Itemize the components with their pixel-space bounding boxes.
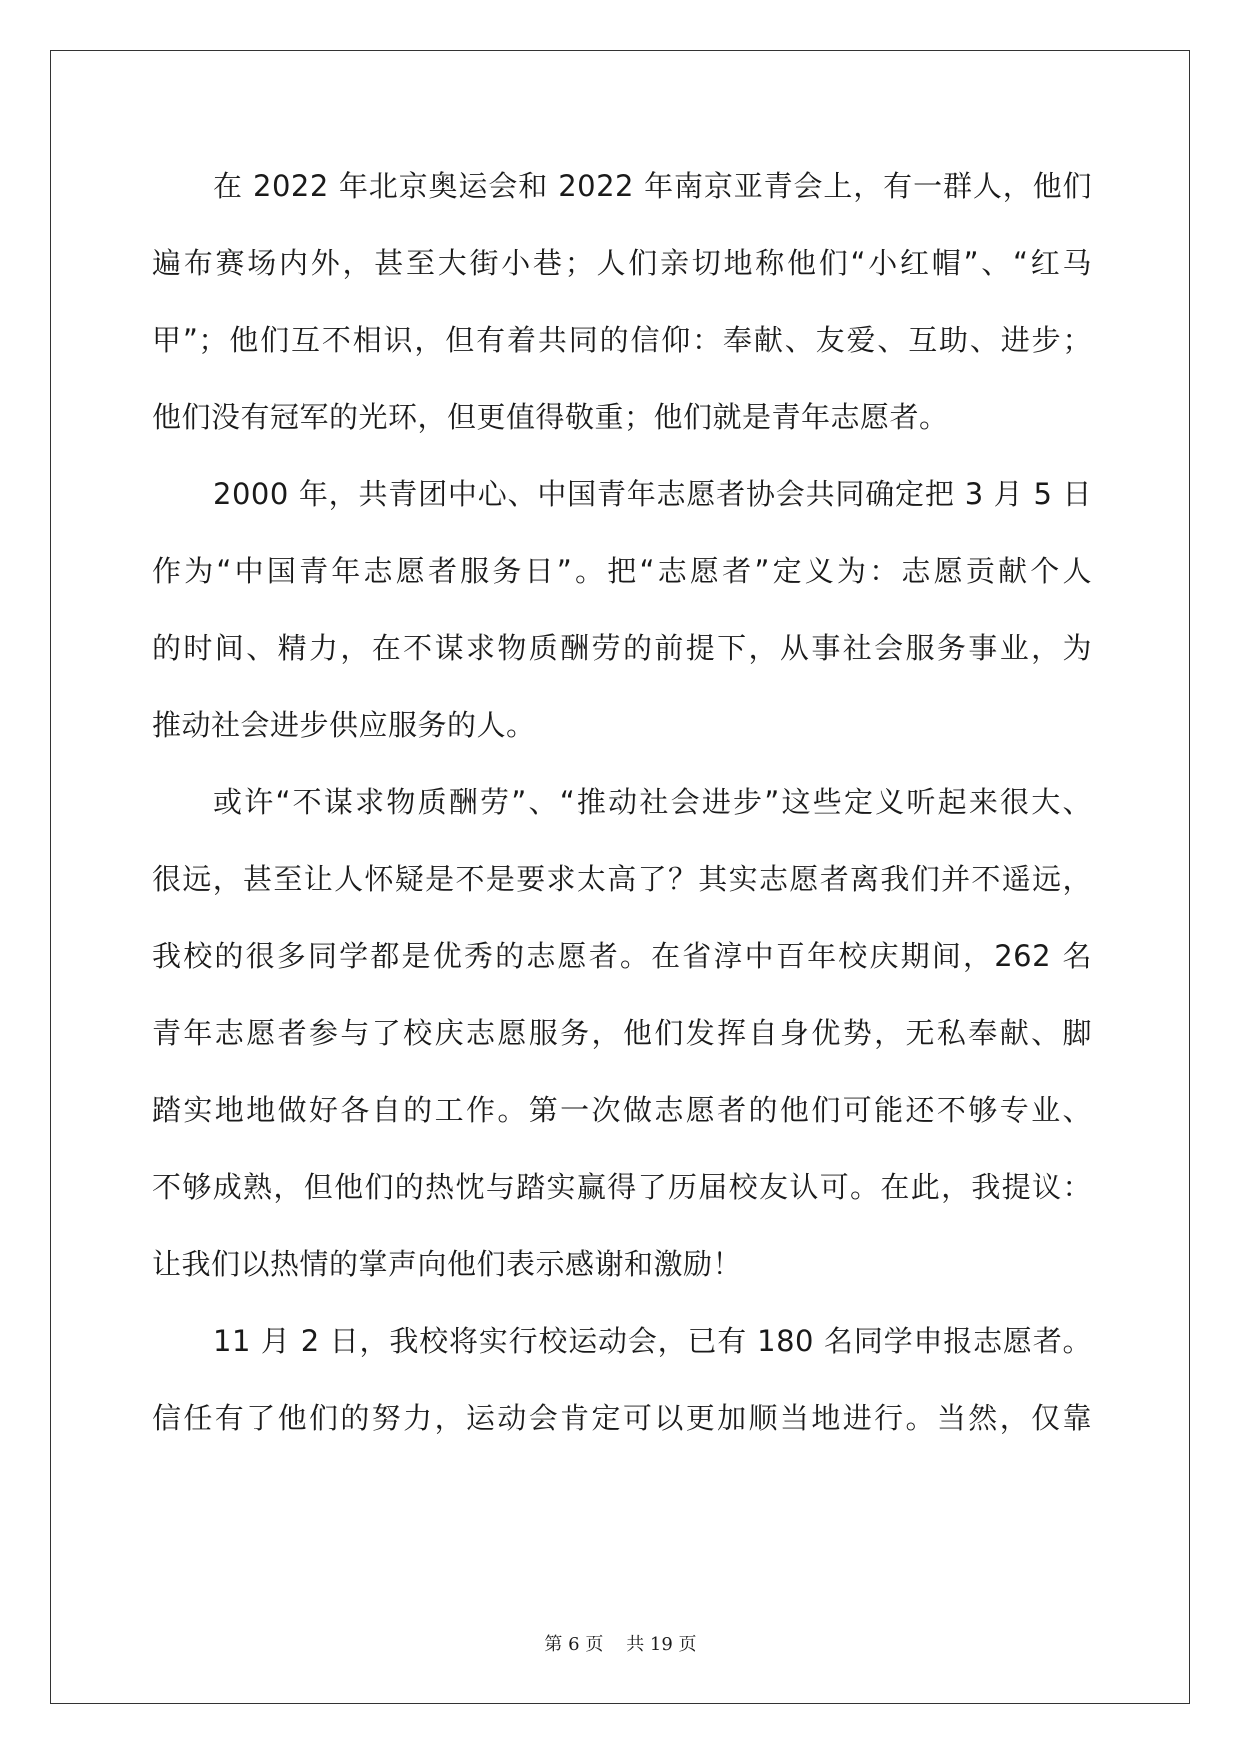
paragraph-3-line-7: 让我们以热情的掌声向他们表示感谢和激励！: [152, 1247, 743, 1281]
paragraph-1-line-2: 遍布赛场内外，甚至大街小巷；人们亲切地称他们“小红帽”、“红马: [152, 246, 1092, 280]
paragraph-2-line-4: 推动社会进步供应服务的人。: [152, 708, 536, 742]
paragraph-3-line-5: 踏实地地做好各自的工作。第一次做志愿者的他们可能还不够专业、: [152, 1093, 1092, 1127]
paragraph-2-line-2: 作为“中国青年志愿者服务日”。把“志愿者”定义为：志愿贡献个人: [152, 554, 1092, 588]
paragraph-1-line-1: 在 2022 年北京奥运会和 2022 年南京亚青会上，有一群人，他们: [213, 169, 1092, 203]
paragraph-4-line-2: 信任有了他们的努力，运动会肯定可以更加顺当地进行。当然，仅靠: [152, 1401, 1092, 1435]
paragraph-2-line-3: 的时间、精力，在不谋求物质酬劳的前提下，从事社会服务事业，为: [152, 631, 1092, 665]
paragraph-2-line-1: 2000 年，共青团中心、中国青年志愿者协会共同确定把 3 月 5 日: [213, 477, 1092, 511]
paragraph-4-line-1: 11 月 2 日，我校将实行校运动会，已有 180 名同学申报志愿者。: [213, 1324, 1092, 1358]
paragraph-1-line-3: 甲”；他们互不相识，但有着共同的信仰：奉献、友爱、互助、进步；: [152, 323, 1092, 357]
document-body: [152, 160, 1092, 1469]
page-number-footer: 第 6 页 共 19 页: [544, 1634, 697, 1655]
paragraph-3-line-6: 不够成熟，但他们的热忱与踏实赢得了历届校友认可。在此，我提议：: [152, 1170, 1092, 1204]
paragraph-3-line-3: 我校的很多同学都是优秀的志愿者。在省淳中百年校庆期间，262 名: [152, 939, 1092, 973]
paragraph-1-line-4: 他们没有冠军的光环，但更值得敬重；他们就是青年志愿者。: [152, 400, 949, 434]
paragraph-3-line-1: 或许“不谋求物质酬劳”、“推动社会进步”这些定义听起来很大、: [213, 785, 1092, 819]
paragraph-3-line-2: 很远，甚至让人怀疑是不是要求太高了？其实志愿者离我们并不遥远，: [152, 862, 1092, 896]
paragraph-3-line-4: 青年志愿者参与了校庆志愿服务，他们发挥自身优势，无私奉献、脚: [152, 1016, 1092, 1050]
